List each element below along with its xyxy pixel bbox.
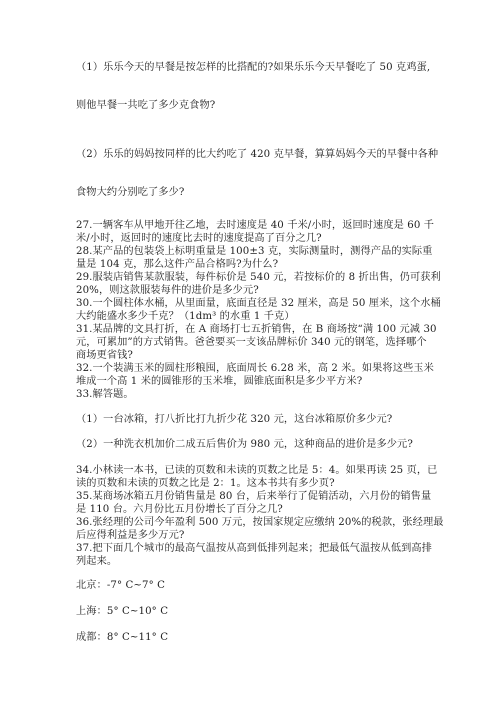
- question-1-line-1: （1）乐乐今天的早餐是按怎样的比搭配的?如果乐乐今天早餐吃了 50 克鸡蛋,: [76, 62, 431, 73]
- problem-31-line-1: 31.某品牌的文具打折，在 A 商场打七五折销售，在 B 商场按“满 100 元减 30: [76, 324, 437, 335]
- problem-29-line-2: 20%，则这款服装每件的进价是多少元?: [76, 285, 259, 296]
- problem-28-line-2: 量是 104 克，那么这件产品合格吗?为什么?: [76, 259, 279, 270]
- problem-32-line-1: 32.一个装满玉米的圆柱形粮囤，底面周长 6.28 米，高 2 米。如果将这些玉米: [76, 363, 434, 374]
- problem-37-line-2: 列起来。: [76, 556, 118, 567]
- problem-31-line-2: 元，可累加”的方式销售。爸爸要买一支该品牌标价 340 元的钢笔，选择哪个: [76, 337, 427, 348]
- question-1-line-2: 则他早餐一共吃了多少克食物?: [76, 100, 216, 111]
- sub-problem-1: （1）一台冰箱，打八折比打九折少花 320 元，这台冰箱原价多少元?: [76, 414, 393, 425]
- problem-36-line-2: 后应得利益是多少万元?: [76, 530, 185, 541]
- problem-37-line-1: 37.把下面几个城市的最高气温按从高到低排列起来；把最低气温按从低到高排: [76, 543, 432, 554]
- city-beijing-temps: 北京：-7° C~7° C: [76, 580, 166, 591]
- problem-33-heading: 33.解答题。: [76, 389, 134, 400]
- problem-35-line-2: 是 110 台。六月份比五月份增长了百分之几?: [76, 504, 283, 515]
- problem-36-line-1: 36.张经理的公司今年盈利 500 万元，按国家规定应缴纳 20%的税款，张经理最: [76, 517, 444, 528]
- problem-27-line-2: 米/小时，返回时的速度比去时的速度提高了百分之几?: [76, 233, 322, 244]
- problem-30-line-2: 大约能盛水多少千克？（1dm³ 的水重 1 千克）: [76, 311, 295, 322]
- problem-30-line-1: 30.一个圆柱体水桶，从里面量，底面直径是 32 厘米，高是 50 厘米，这个水桶: [76, 298, 441, 309]
- question-2-line-2: 食物大约分别吃了多少?: [76, 187, 185, 198]
- problem-29-line-1: 29.服装店销售某款服装，每件标价是 540 元，若按标价的 8 折出售，仍可获利: [76, 272, 441, 283]
- problem-34-line-2: 读的页数和未读的页数之比是 2：1。这本书共有多少页?: [76, 478, 335, 489]
- sub-problem-2: （2）一种洗衣机加价二成五后售价为 980 元，这种商品的进价是多少元?: [76, 439, 413, 450]
- problem-27-line-1: 27.一辆客车从甲地开往乙地，去时速度是 40 千米/小时，返回时速度是 60 千: [76, 220, 435, 231]
- problem-35-line-1: 35.某商场冰箱五月份销售量是 80 台，后来举行了促销活动，六月份的销售量: [76, 491, 432, 502]
- city-chengdu-temps: 成都：8° C~11° C: [76, 632, 169, 643]
- problem-34-line-1: 34.小林读一本书，已读的页数和未读的页数之比是 5：4。如果再读 25 页，已: [76, 465, 438, 476]
- problem-28-line-1: 28.某产品的包装袋上标明重量是 100±3 克，实际测量时，测得产品的实际重: [76, 246, 433, 257]
- problem-31-line-3: 商场更省钱?: [76, 350, 133, 361]
- question-2-line-1: （2）乐乐的妈妈按同样的比大约吃了 420 克早餐，算算妈妈今天的早餐中各种: [76, 149, 439, 160]
- problem-32-line-2: 堆成一个高 1 米的圆锥形的玉米堆，圆锥底面积是多少平方米?: [76, 376, 363, 387]
- city-shanghai-temps: 上海：5° C~10° C: [76, 606, 169, 617]
